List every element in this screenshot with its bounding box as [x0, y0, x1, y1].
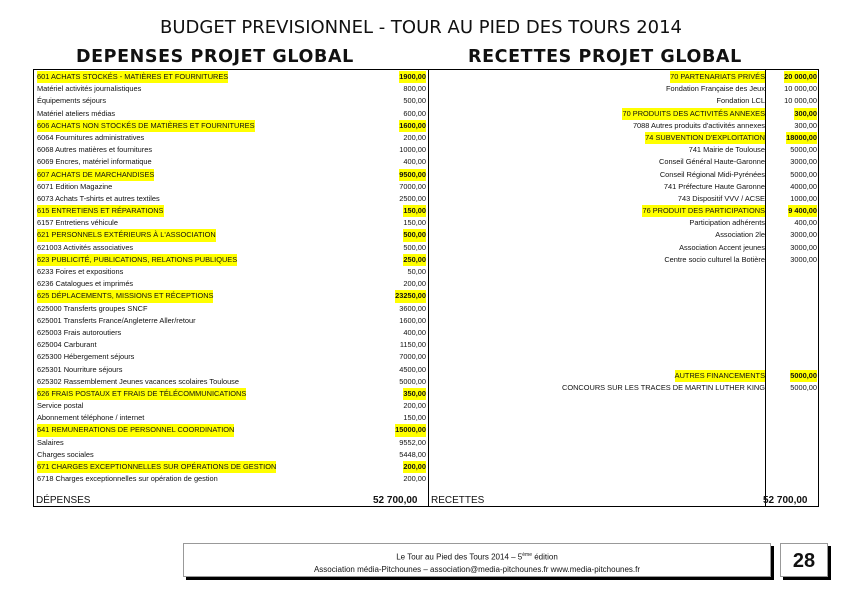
dep-label: 641 REMUNERATIONS DE PERSONNEL COORDINATION [37, 424, 234, 436]
recettes-list [430, 71, 817, 266]
depenses-title: DEPENSES PROJET GLOBAL [76, 47, 354, 67]
dep-label: 625 DÉPLACEMENTS, MISSIONS ET RÉCEPTIONS [37, 290, 213, 302]
dep-row [34, 169, 426, 181]
dep-label: Matériel ateliers médias [37, 108, 116, 118]
footer-line1: Le Tour au Pied des Tours 2014 – 5ème édition [396, 552, 558, 562]
rec-amount: 20 000,00 [784, 71, 817, 83]
dep-label: 6718 Charges exceptionnelles sur opération de gestion [37, 474, 218, 484]
dep-row [34, 278, 426, 290]
dep-row [34, 424, 426, 436]
dep-amount: 200,00 [403, 461, 426, 473]
dep-amount: 350,00 [403, 388, 426, 400]
rec-label: 70 PARTENARIATS PRIVÉS [670, 71, 765, 83]
rec-row [430, 108, 817, 120]
rec-row [430, 95, 817, 107]
dep-label: 6073 Achats T-shirts et autres textiles [37, 193, 160, 203]
dep-row [34, 193, 426, 205]
rec-amount: 300,00 [794, 120, 817, 130]
rec-label: 74 SUBVENTION D'EXPLOITATION [645, 132, 765, 144]
dep-row [34, 449, 426, 461]
rec-label: Association 2le [715, 230, 765, 240]
rec-label: Fondation LCL [716, 96, 765, 106]
dep-label: 625300 Hébergement séjours [37, 352, 135, 362]
dep-label: 6068 Autres matières et fournitures [37, 145, 153, 155]
dep-row [34, 95, 426, 107]
recettes-total-amount: 52 700,00 [763, 495, 808, 506]
rec-amount: 5000,00 [790, 383, 817, 393]
rec-row [430, 370, 817, 382]
rec-amount: 1000,00 [790, 193, 817, 203]
dep-amount: 600,00 [403, 108, 426, 118]
dep-amount: 150,00 [403, 413, 426, 423]
rec-row [430, 205, 817, 217]
rec-row [430, 242, 817, 254]
dep-amount: 4500,00 [399, 364, 426, 374]
dep-label: Charges sociales [37, 449, 94, 459]
rec-amount: 5000,00 [790, 145, 817, 155]
dep-amount: 200,00 [403, 401, 426, 411]
rec-amount: 400,00 [794, 218, 817, 228]
dep-row [34, 400, 426, 412]
dep-row [34, 266, 426, 278]
dep-label: 621003 Activités associatives [37, 242, 134, 252]
column-divider [428, 69, 429, 507]
rec-amount: 5000,00 [790, 169, 817, 179]
rec-label: CONCOURS SUR LES TRACES DE MARTIN LUTHER KING [561, 383, 765, 393]
page-number: 28 [780, 543, 828, 577]
rec-amount: 9 400,00 [788, 205, 817, 217]
dep-row [34, 254, 426, 266]
dep-label: 623 PUBLICITÉ, PUBLICATIONS, RELATIONS PUBLIQUES [37, 254, 237, 266]
dep-amount: 1900,00 [399, 71, 426, 83]
dep-label: 621 PERSONNELS EXTÉRIEURS À L'ASSOCIATION [37, 229, 216, 241]
dep-amount: 500,00 [403, 96, 426, 106]
dep-label: 615 ENTRETIENS ET RÉPARATIONS [37, 205, 164, 217]
depenses-total-label: DÉPENSES [36, 495, 91, 506]
rec-label: Fondation Française des Jeux [665, 84, 765, 94]
rec-row [430, 156, 817, 168]
rec-amount: 300,00 [794, 108, 817, 120]
rec-label: 7088 Autres produits d'activités annexes [632, 120, 765, 130]
dep-row [34, 364, 426, 376]
dep-row [34, 217, 426, 229]
dep-amount: 200,00 [403, 474, 426, 484]
rec-label: 76 PRODUIT DES PARTICIPATIONS [642, 205, 765, 217]
dep-row [34, 412, 426, 424]
rec-amount: 3000,00 [790, 242, 817, 252]
dep-amount: 1600,00 [399, 315, 426, 325]
dep-amount: 200,00 [403, 279, 426, 289]
dep-row [34, 303, 426, 315]
recettes-title: RECETTES PROJET GLOBAL [468, 47, 742, 67]
dep-amount: 500,00 [403, 229, 426, 241]
dep-label: Matériel activités journalistiques [37, 84, 142, 94]
rec-label: 741 Mairie de Toulouse [688, 145, 765, 155]
rec-row [430, 169, 817, 181]
footer-line2: Association média-Pitchounes – association@media-pitchounes.fr www.media-pitchounes.fr [313, 564, 641, 574]
rec-label: Participation adhérents [689, 218, 765, 228]
dep-label: 606 ACHATS NON STOCKÉS DE MATIÈRES ET FOURNITURES [37, 120, 255, 132]
dep-amount: 500,00 [403, 242, 426, 252]
rec-amount: 10 000,00 [784, 84, 817, 94]
dep-row [34, 205, 426, 217]
dep-amount: 200,00 [403, 132, 426, 142]
dep-row [34, 242, 426, 254]
dep-label: Service postal [37, 401, 84, 411]
rec-row [430, 71, 817, 83]
rec-label: Centre socio culturel la Botière [664, 254, 765, 264]
dep-row [34, 144, 426, 156]
rec-row [430, 144, 817, 156]
rec-label: 70 PRODUITS DES ACTIVITÉS ANNEXES [622, 108, 765, 120]
dep-label: 601 ACHATS STOCKÉS - MATIÈRES ET FOURNITURES [37, 71, 228, 83]
dep-row [34, 388, 426, 400]
rec-label: Conseil Général Haute-Garonne [659, 157, 765, 167]
dep-row [34, 461, 426, 473]
rec-label: 743 Dispositif VVV / ACSE [677, 193, 765, 203]
rec-label: AUTRES FINANCEMENTS [675, 370, 765, 382]
dep-row [34, 376, 426, 388]
dep-amount: 3600,00 [399, 303, 426, 313]
dep-row [34, 181, 426, 193]
dep-amount: 400,00 [403, 157, 426, 167]
dep-label: Abonnement téléphone / internet [37, 413, 145, 423]
dep-amount: 7000,00 [399, 352, 426, 362]
footer-box [183, 543, 771, 577]
rec-row [430, 120, 817, 132]
rec-row [430, 83, 817, 95]
dep-label: 671 CHARGES EXCEPTIONNELLES SUR OPÉRATIONS DE GESTION [37, 461, 276, 473]
dep-amount: 7000,00 [399, 181, 426, 191]
rec-label: 741 Préfecture Haute Garonne [663, 181, 765, 191]
dep-amount: 15000,00 [395, 424, 426, 436]
rec-label: Conseil Régional Midi-Pyrénées [659, 169, 765, 179]
dep-label: 6064 Fournitures administratives [37, 132, 145, 142]
page-title: BUDGET PREVISIONNEL - TOUR AU PIED DES TOURS 2014 [159, 17, 683, 38]
rec-row [430, 229, 817, 241]
rec-row [430, 132, 817, 144]
dep-label: 625000 Transferts groupes SNCF [37, 303, 148, 313]
rec-row [430, 382, 817, 394]
dep-label: 625302 Rassemblement Jeunes vacances scolaires Toulouse [37, 376, 239, 386]
dep-label: 6071 Edition Magazine [37, 181, 113, 191]
depenses-list [34, 71, 426, 485]
dep-label: 625001 Transferts France/Angleterre Aller/retour [37, 315, 196, 325]
dep-row [34, 83, 426, 95]
dep-row [34, 315, 426, 327]
dep-amount: 50,00 [407, 267, 426, 276]
rec-amount: 3000,00 [790, 230, 817, 240]
depenses-total-amount: 52 700,00 [373, 495, 418, 506]
dep-label: 626 FRAIS POSTAUX ET FRAIS DE TÉLÉCOMMUNICATIONS [37, 388, 246, 400]
dep-amount: 9552,00 [399, 437, 426, 447]
dep-label: Équipements séjours [37, 96, 107, 106]
dep-amount: 2500,00 [399, 193, 426, 203]
dep-amount: 400,00 [403, 327, 426, 337]
dep-label: 6236 Catalogues et imprimés [37, 279, 134, 289]
dep-label: 625301 Nourriture séjours [37, 364, 123, 374]
rec-row [430, 181, 817, 193]
dep-label: 6233 Foires et expositions [37, 267, 124, 276]
rec-row [430, 193, 817, 205]
dep-label: 625004 Carburant [37, 340, 97, 350]
dep-row [34, 120, 426, 132]
rec-amount: 3000,00 [790, 254, 817, 264]
dep-row [34, 71, 426, 83]
dep-amount: 800,00 [403, 84, 426, 94]
dep-row [34, 327, 426, 339]
dep-amount: 1600,00 [399, 120, 426, 132]
dep-row [34, 339, 426, 351]
dep-amount: 250,00 [403, 254, 426, 266]
dep-amount: 5000,00 [399, 376, 426, 386]
dep-label: 625003 Frais autoroutiers [37, 327, 122, 337]
rec-amount: 4000,00 [790, 181, 817, 191]
rec-row [430, 254, 817, 266]
dep-row [34, 473, 426, 485]
dep-row [34, 156, 426, 168]
rec-amount: 10 000,00 [784, 96, 817, 106]
rec-amount: 18000,00 [786, 132, 817, 144]
dep-row [34, 351, 426, 363]
dep-amount: 150,00 [403, 218, 426, 228]
rec-amount: 3000,00 [790, 157, 817, 167]
dep-amount: 23250,00 [395, 290, 426, 302]
dep-amount: 1150,00 [399, 340, 426, 350]
dep-row [34, 229, 426, 241]
dep-amount: 9500,00 [399, 169, 426, 181]
recettes-total-label: RECETTES [431, 495, 485, 506]
dep-amount: 1000,00 [399, 145, 426, 155]
dep-amount: 5448,00 [399, 449, 426, 459]
dep-row [34, 132, 426, 144]
dep-row [34, 437, 426, 449]
dep-label: 6069 Encres, matériel informatique [37, 157, 152, 167]
dep-label: 6157 Entretiens véhicule [37, 218, 118, 228]
rec-label: Association Accent jeunes [679, 242, 765, 252]
dep-label: Salaires [37, 437, 64, 447]
dep-row [34, 108, 426, 120]
dep-label: 607 ACHATS DE MARCHANDISES [37, 169, 154, 181]
dep-row [34, 290, 426, 302]
rec-amount: 5000,00 [790, 370, 817, 382]
rec-row [430, 217, 817, 229]
dep-amount: 150,00 [403, 205, 426, 217]
recettes-bottom-list [430, 370, 817, 394]
